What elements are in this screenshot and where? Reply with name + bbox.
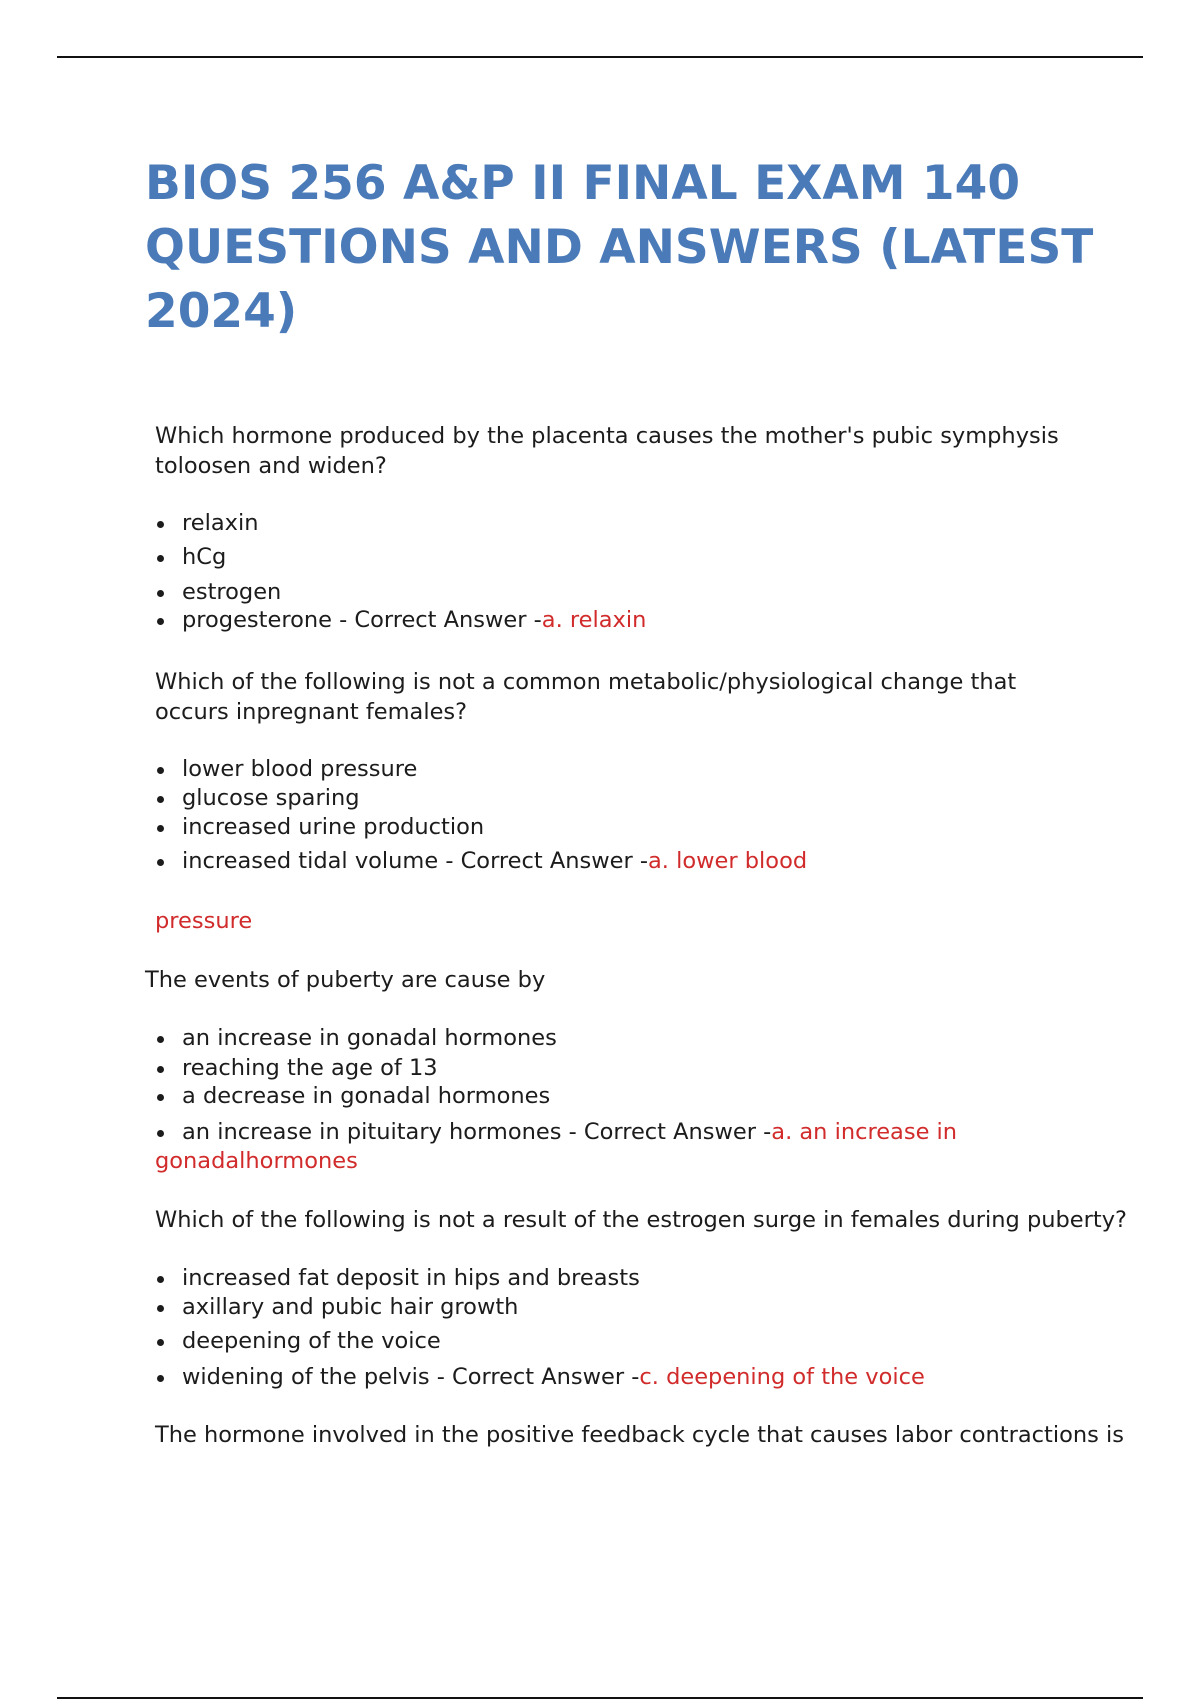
question-3-options (155, 1023, 957, 1147)
option-item: widening of the pelvis - Correct Answer -c. deepening of the voice (155, 1362, 925, 1392)
correct-answer-continued: pressure (155, 908, 253, 934)
option-item: reaching the age of 13 (155, 1053, 957, 1081)
option-item: deepening of the voice (155, 1326, 925, 1362)
option-item: increased fat deposit in hips and breasts (155, 1263, 925, 1292)
document-title: BIOS 256 A&P II FINAL EXAM 140 QUESTIONS AND ANSWERS (LATEST 2024) (145, 156, 1094, 339)
option-item: lower blood pressure (155, 754, 807, 783)
question-1-options (155, 508, 646, 635)
option-item: increased urine production (155, 812, 807, 846)
question-2: Which of the following is not a common metabolic/physiological change that occurs inpregnant females? (155, 669, 1017, 725)
correct-answer: c. deepening of the voice (639, 1364, 925, 1390)
question-5: The hormone involved in the positive feedback cycle that causes labor contractions is (155, 1422, 1124, 1448)
question-4-options (155, 1263, 925, 1392)
question-3: The events of puberty are cause by (145, 967, 546, 993)
option-item: progesterone - Correct Answer -a. relaxin (155, 605, 646, 635)
question-1: Which hormone produced by the placenta causes the mother's pubic symphysis toloosen and widen? (155, 423, 1059, 479)
option-item: increased tidal volume - Correct Answer -a. lower blood (155, 846, 807, 876)
question-2-options (155, 754, 807, 876)
bottom-rule (57, 1697, 1143, 1699)
option-item: axillary and pubic hair growth (155, 1292, 925, 1326)
option-item: relaxin (155, 508, 646, 542)
option-item: hCg (155, 542, 646, 577)
option-item: estrogen (155, 577, 646, 605)
correct-answer: a. relaxin (541, 607, 647, 633)
question-4: Which of the following is not a result of the estrogen surge in females during puberty? (155, 1207, 1127, 1233)
correct-answer: a. lower blood (648, 848, 808, 874)
correct-answer: a. an increase in (771, 1119, 958, 1145)
option-item: a decrease in gonadal hormones (155, 1081, 957, 1117)
top-rule (57, 56, 1143, 58)
correct-answer-continued: gonadalhormones (155, 1148, 358, 1174)
option-item: glucose sparing (155, 783, 807, 812)
option-item: an increase in gonadal hormones (155, 1023, 957, 1053)
option-item: an increase in pituitary hormones - Correct Answer -a. an increase in (155, 1117, 957, 1147)
